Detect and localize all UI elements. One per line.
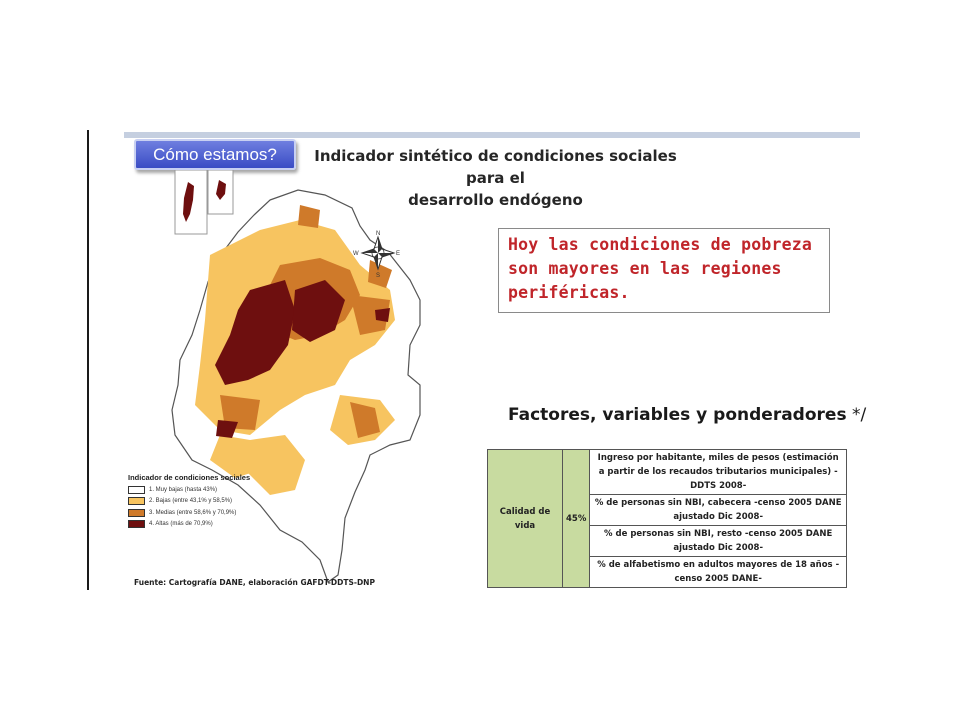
como-estamos-badge: Cómo estamos? <box>134 139 296 170</box>
table-row <box>488 450 847 495</box>
title-line-2: desarrollo endógeno <box>408 191 583 209</box>
map-legend <box>128 473 288 530</box>
title-line-1: Indicador sintético de condiciones sociales para el <box>314 147 677 187</box>
category-cell: Calidad de vida <box>488 450 563 588</box>
compass-e: E <box>396 251 401 257</box>
compass-n: N <box>376 231 381 237</box>
callout-box <box>498 228 830 313</box>
factors-title-text: Factores, variables y ponderadores <box>508 405 847 425</box>
left-divider-line <box>87 130 89 590</box>
factors-title <box>508 405 866 425</box>
legend-label: 2. Bajas (entre 43,1% y 58,5%) <box>149 498 233 505</box>
legend-swatch <box>128 509 145 517</box>
legend-label: 4. Altas (más de 70,9%) <box>149 521 213 528</box>
callout-line-3: periféricas. <box>508 283 630 302</box>
compass-w: W <box>353 251 359 257</box>
factors-title-suffix: */ <box>846 405 867 425</box>
variable-cell: Ingreso por habitante, miles de pesos (estimación a partir de los recaudos tributarios municipales) -DDTS 2008- <box>590 450 847 495</box>
variable-cell: % de personas sin NBI, cabecera -censo 2005 DANE ajustado Dic 2008- <box>590 495 847 526</box>
legend-label: 1. Muy bajas (hasta 43%) <box>149 486 218 493</box>
source-note: Fuente: Cartografía DANE, elaboración GAFDT-DDTS-DNP <box>134 578 375 587</box>
legend-item <box>128 519 288 531</box>
variable-cell: % de alfabetismo en adultos mayores de 18 años -censo 2005 DANE- <box>590 557 847 588</box>
variable-cell: % de personas sin NBI, resto -censo 2005 DANE ajustado Dic 2008- <box>590 526 847 557</box>
legend-swatch <box>128 520 145 528</box>
legend-swatch <box>128 497 145 505</box>
legend-label: 3. Medias (entre 58,6% y 70,9%) <box>149 509 237 516</box>
callout-line-1: Hoy las condiciones de pobreza <box>508 235 813 254</box>
weight-cell: 45% <box>563 450 590 588</box>
colombia-map <box>120 170 465 595</box>
top-accent-bar <box>124 132 860 138</box>
legend-item <box>128 496 288 508</box>
legend-item <box>128 484 288 496</box>
legend-swatch <box>128 486 145 494</box>
legend-item <box>128 507 288 519</box>
compass-s: S <box>376 273 381 279</box>
factors-table <box>487 449 847 588</box>
legend-title: Indicador de condiciones sociales <box>128 473 251 482</box>
island-inset-san-andres <box>175 170 207 234</box>
island-inset-providencia <box>208 170 233 214</box>
callout-line-2: son mayores en las regiones <box>508 259 782 278</box>
